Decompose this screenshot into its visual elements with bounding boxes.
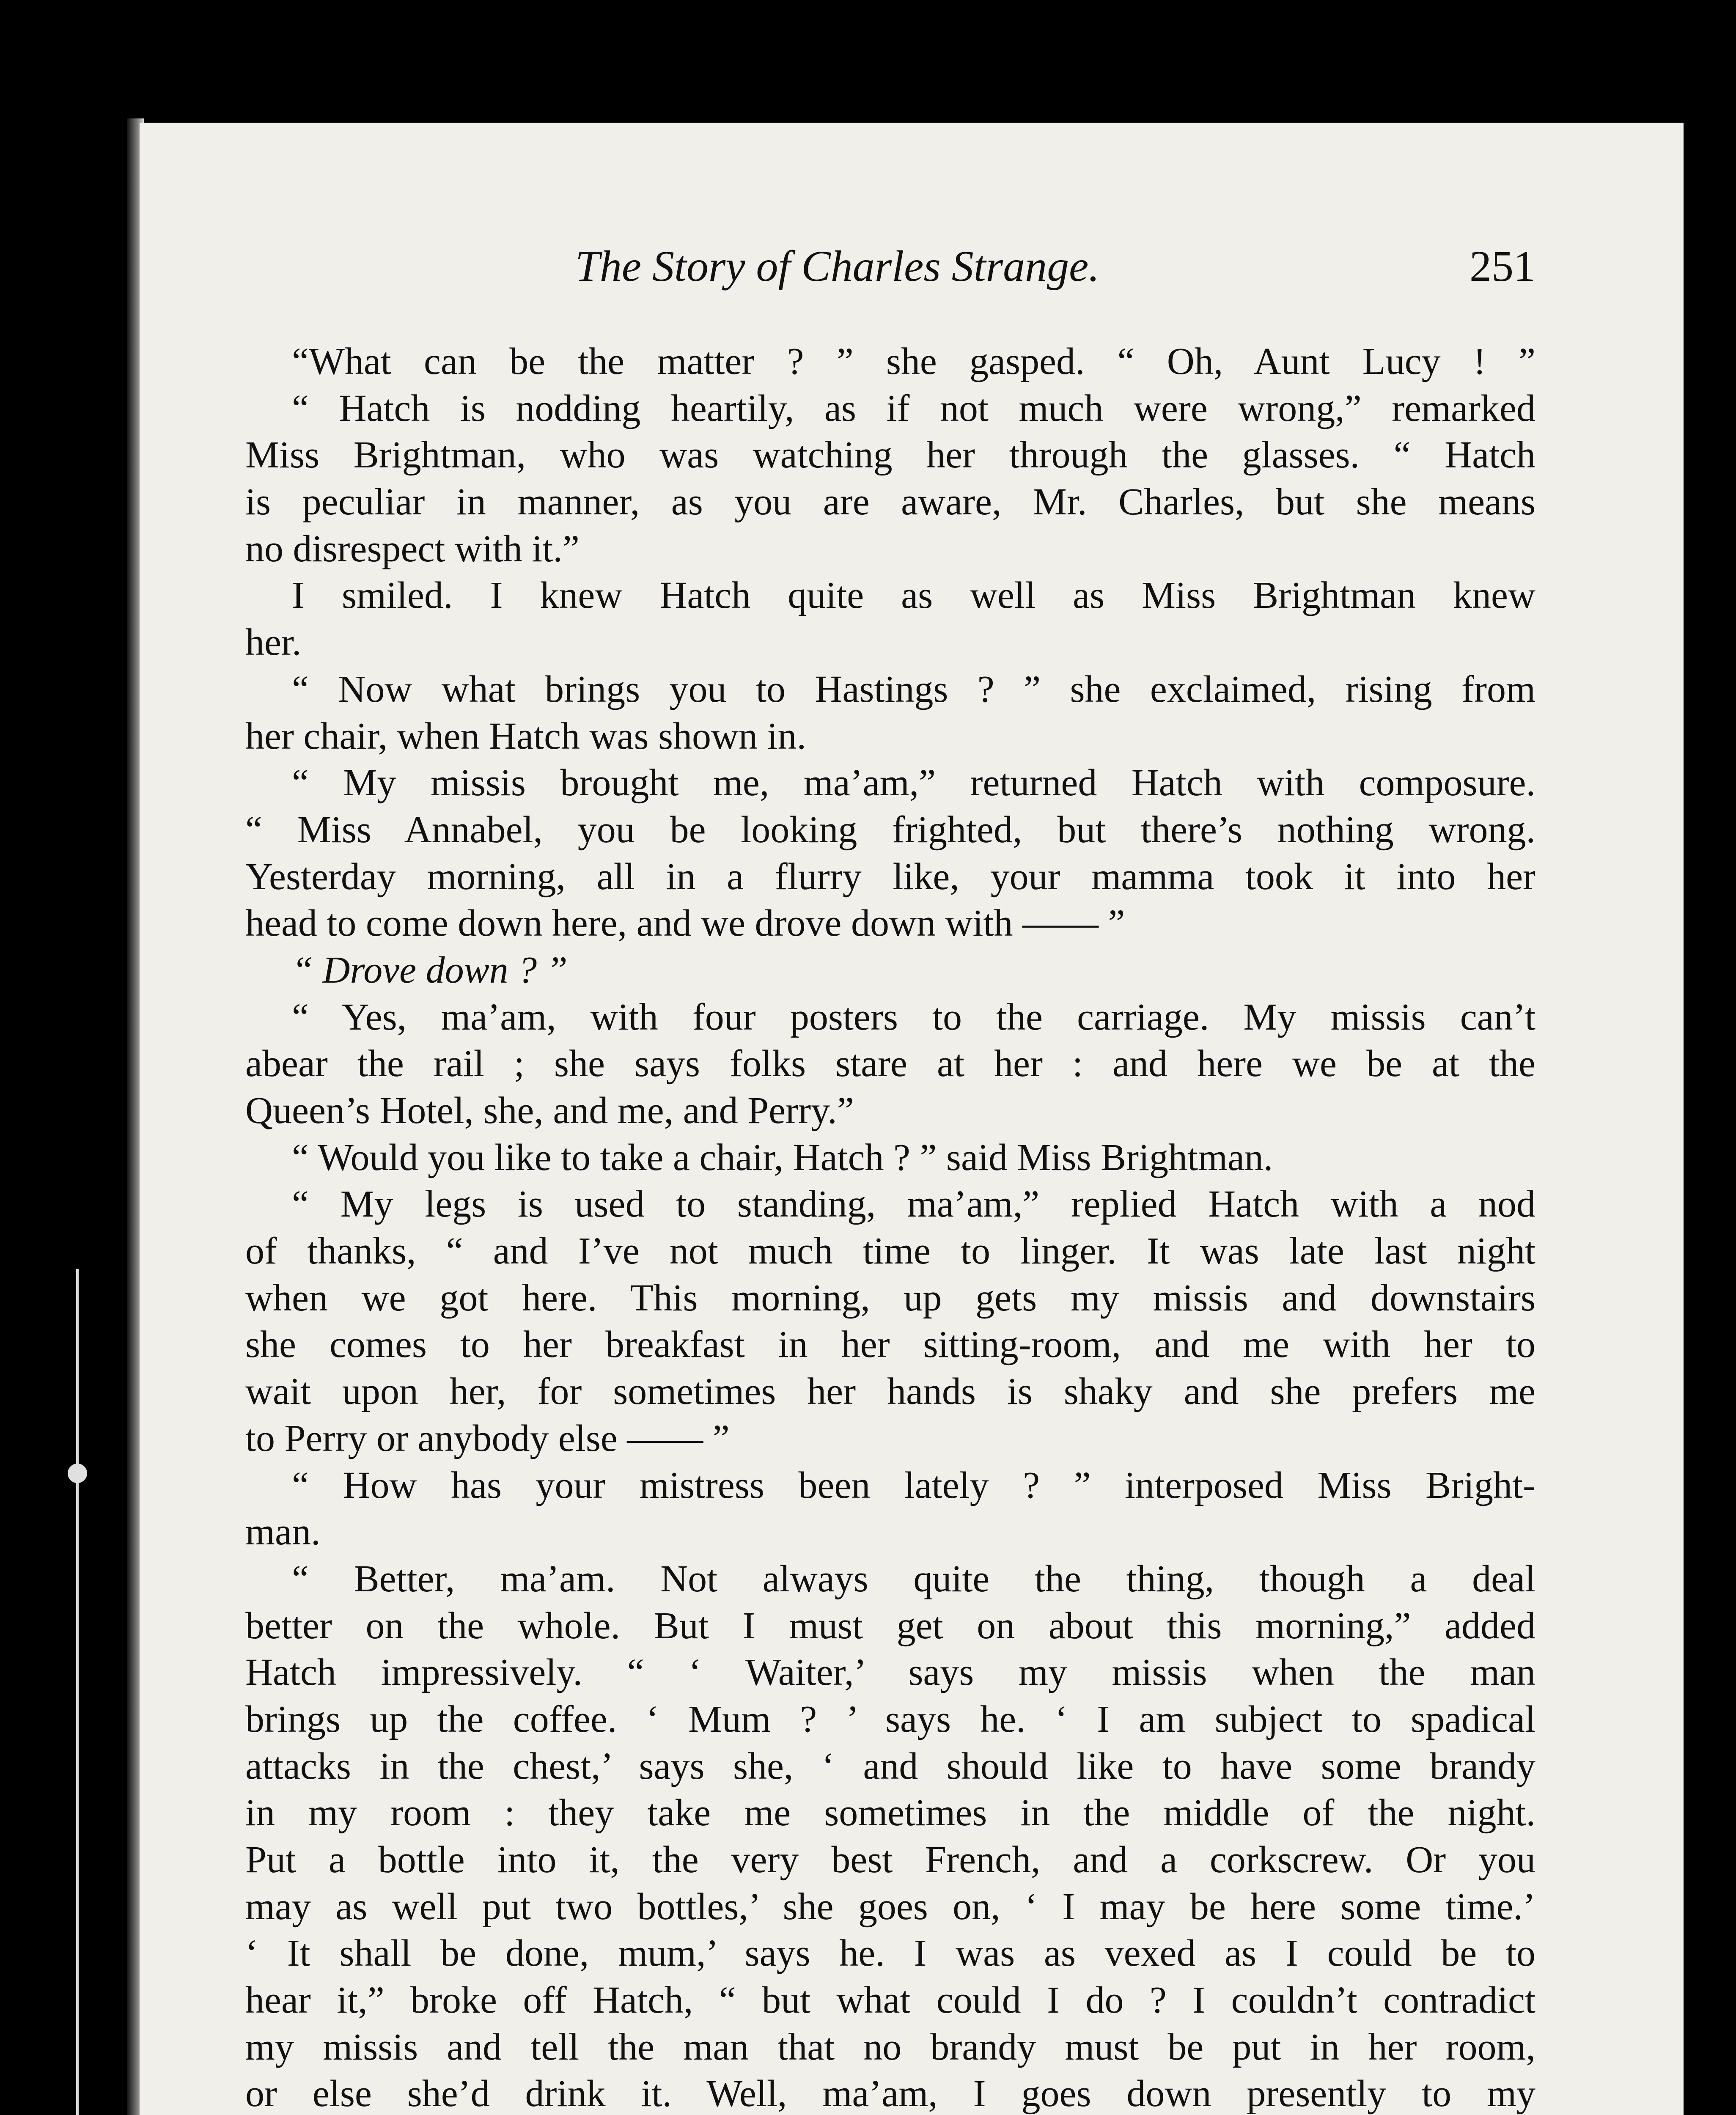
text-line: of thanks, “ and I’ve not much time to linger. It was late last night bbox=[245, 1230, 1535, 1272]
page-header bbox=[262, 241, 1535, 300]
text-line: “ Drove down ? ” bbox=[292, 949, 568, 991]
running-title: The Story of Charles Strange. bbox=[575, 242, 1100, 291]
text-line: Queen’s Hotel, she, and me, and Perry.” bbox=[245, 1090, 854, 1132]
text-line: man. bbox=[245, 1511, 321, 1553]
text-line: may as well put two bottles,’ she goes on, ‘ I may be here some time.’ bbox=[245, 1885, 1535, 1928]
text-line: “ Miss Annabel, you be looking frighted, but there’s nothing wrong. bbox=[245, 808, 1535, 851]
text-line: “ Now what brings you to Hastings ? ” she exclaimed, rising from bbox=[292, 668, 1535, 710]
body-text bbox=[245, 338, 1535, 2115]
text-line: “ My legs is used to standing, ma’am,” replied Hatch with a nod bbox=[292, 1183, 1535, 1225]
text-line: “What can be the matter ? ” she gasped. “ Oh, Aunt Lucy ! ” bbox=[292, 341, 1535, 382]
binding-edge bbox=[76, 1269, 79, 2115]
text-line: hear it,” broke off Hatch, “ but what could I do ? I couldn’t contradict bbox=[245, 1979, 1535, 2022]
text-line: “ Yes, ma’am, with four posters to the carriage. My missis can’t bbox=[292, 996, 1535, 1038]
text-line: to Perry or anybody else —— ” bbox=[245, 1417, 730, 1459]
text-line: ‘ It shall be done, mum,’ says he. I was as vexed as I could be to bbox=[245, 1932, 1535, 1975]
text-line: “ How has your mistress been lately ? ” interposed Miss Bright- bbox=[292, 1464, 1535, 1506]
text-line: my missis and tell the man that no brandy must be put in her room, bbox=[245, 2026, 1535, 2068]
text-line: better on the whole. But I must get on about this morning,” added bbox=[245, 1604, 1535, 1647]
text-line: she comes to her breakfast in her sitting-room, and me with her to bbox=[245, 1324, 1535, 1366]
text-line: Hatch impressively. “ ‘ Waiter,’ says my missis when the man bbox=[245, 1651, 1535, 1694]
text-line: Yesterday morning, all in a flurry like, your mamma took it into her bbox=[245, 855, 1535, 898]
text-line: abear the rail ; she says folks stare at her : and here we be at the bbox=[245, 1043, 1535, 1085]
text-line: in my room : they take me sometimes in the middle of the night. bbox=[245, 1792, 1535, 1834]
text-line: is peculiar in manner, as you are aware, Mr. Charles, but she means bbox=[245, 481, 1535, 523]
text-line: “ Better, ma’am. Not always quite the thing, though a deal bbox=[292, 1557, 1535, 1600]
text-line: her chair, when Hatch was shown in. bbox=[245, 715, 807, 757]
binding-ring bbox=[68, 1464, 87, 1483]
text-line: or else she’d drink it. Well, ma’am, I goes down presently to my bbox=[245, 2073, 1535, 2115]
text-line: I smiled. I knew Hatch quite as well as Miss Brightman knew bbox=[292, 574, 1535, 617]
text-line: brings up the coffee. ‘ Mum ? ’ says he. ‘ I am subject to spadical bbox=[245, 1698, 1535, 1740]
text-line: Miss Brightman, who was watching her through the glasses. “ Hatch bbox=[245, 434, 1535, 476]
text-line: head to come down here, and we drove down with —— ” bbox=[245, 902, 1125, 945]
text-line: when we got here. This morning, up gets my missis and downstairs bbox=[245, 1277, 1535, 1319]
text-line: her. bbox=[245, 621, 302, 664]
text-line: “ My missis brought me, ma’am,” returned Hatch with composure. bbox=[292, 762, 1535, 804]
text-line: Put a bottle into it, the very best French, and a corkscrew. Or you bbox=[245, 1839, 1535, 1881]
text-line: attacks in the chest,’ says she, ‘ and should like to have some brandy bbox=[245, 1745, 1535, 1787]
text-line: “ Hatch is nodding heartily, as if not much were wrong,” remarked bbox=[292, 387, 1535, 429]
text-line: no disrespect with it.” bbox=[245, 527, 580, 570]
text-line: “ Would you like to take a chair, Hatch ? ” said Miss Brightman. bbox=[292, 1136, 1273, 1178]
text-line: wait upon her, for sometimes her hands is shaky and she prefers me bbox=[245, 1371, 1535, 1413]
page-number: 251 bbox=[1470, 242, 1535, 291]
